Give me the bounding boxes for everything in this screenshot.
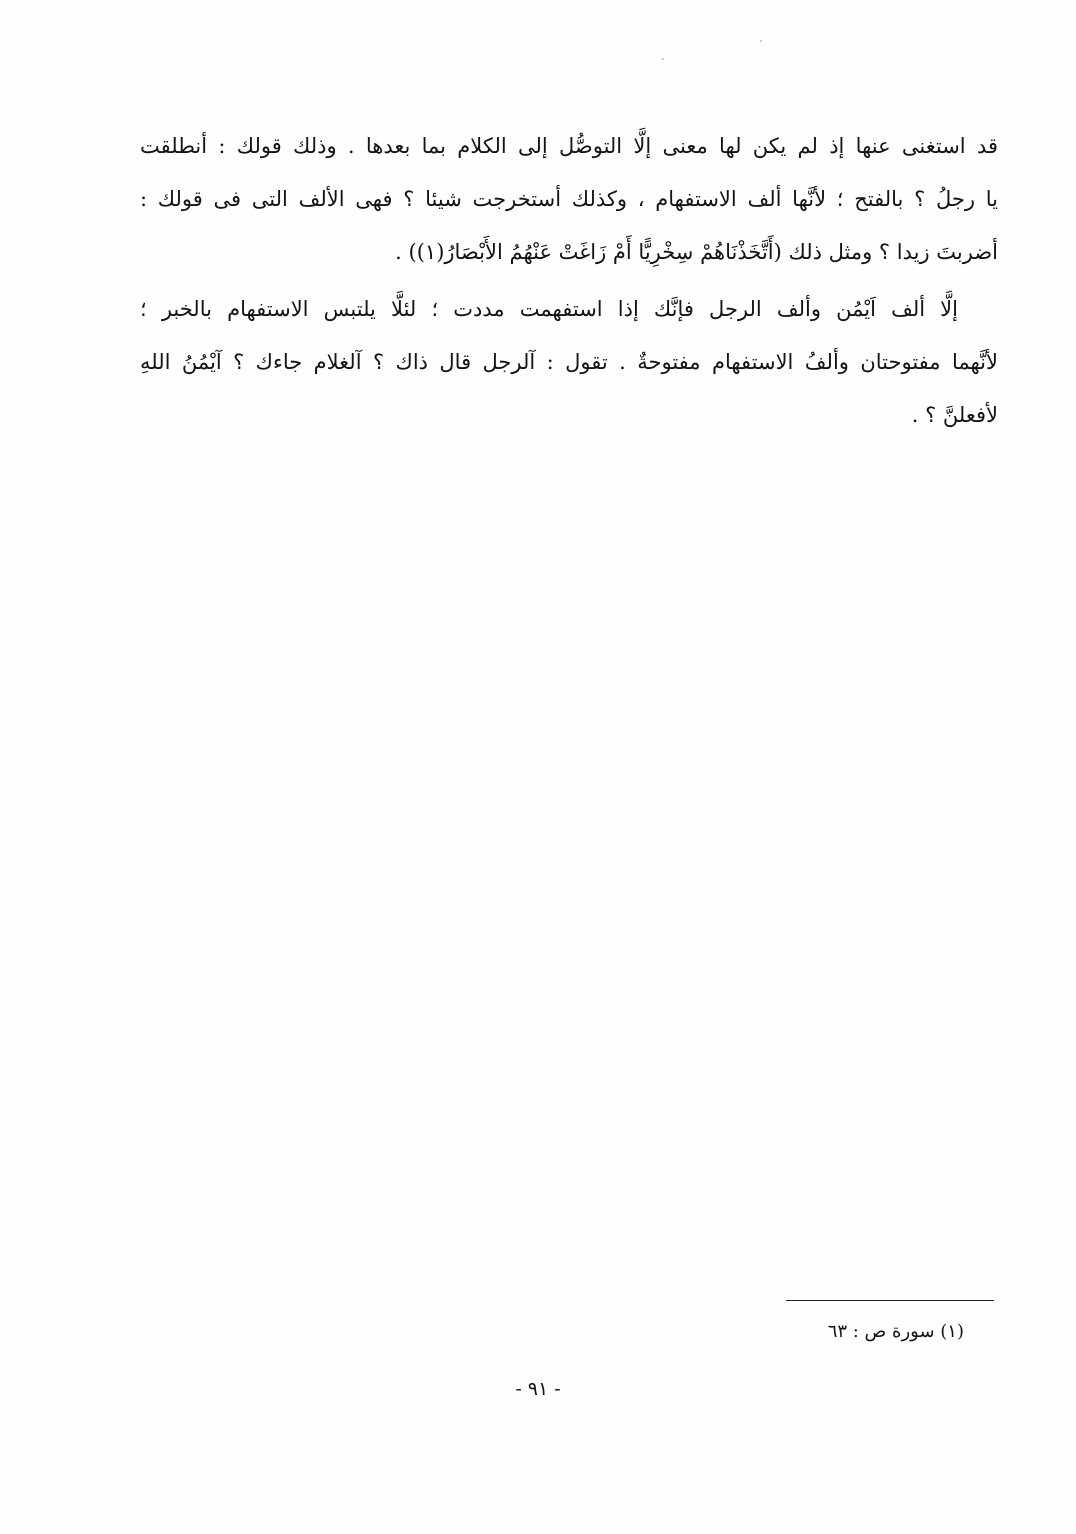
paragraph-2 — [140, 283, 998, 442]
page-number: - ٩١ - — [515, 1378, 561, 1400]
footnote-divider — [786, 1300, 994, 1301]
text-line: قد استغنى عنها إذ لم يكن لها معنى إلَّا التوصُّل إلى الكلام بما بعدها . وذلك قولك : أنطلقت — [140, 134, 998, 158]
body-text — [140, 120, 998, 442]
text-line: أضربتَ زيدا ؟ ومثل ذلك (أَتَّخَذْنَاهُمْ سِخْرِيًّا أَمْ زَاغَتْ عَنْهُمُ الأَبْصَارُ(١)) . — [395, 240, 998, 264]
scan-speck — [662, 58, 664, 60]
text-line: يا رجلُ ؟ بالفتح ؛ لأنَّها ألف الاستفهام ، وكذلك أستخرجت شيئا ؟ فهى الألف التى فى قولك : — [140, 187, 998, 211]
text-line: لأفعلنَّ ؟ . — [911, 403, 998, 427]
scan-speck — [760, 40, 762, 42]
footnote: (١) سورة ص : ٦٣ — [827, 1321, 964, 1342]
text-line: إلَّا ألف اَيْمُن وألف الرجل فإنَّك إذا استفهمت مددت ؛ لئلَّا يلتبس الاستفهام بالخبر ؛ — [140, 297, 958, 321]
paragraph-1 — [140, 120, 998, 279]
text-line: لأنَّهما مفتوحتان وألفُ الاستفهام مفتوحةٌ . تقول : آلرجل قال ذاك ؟ آلغلام جاءك ؟ آيْمُنُ اللهِ — [140, 350, 998, 374]
